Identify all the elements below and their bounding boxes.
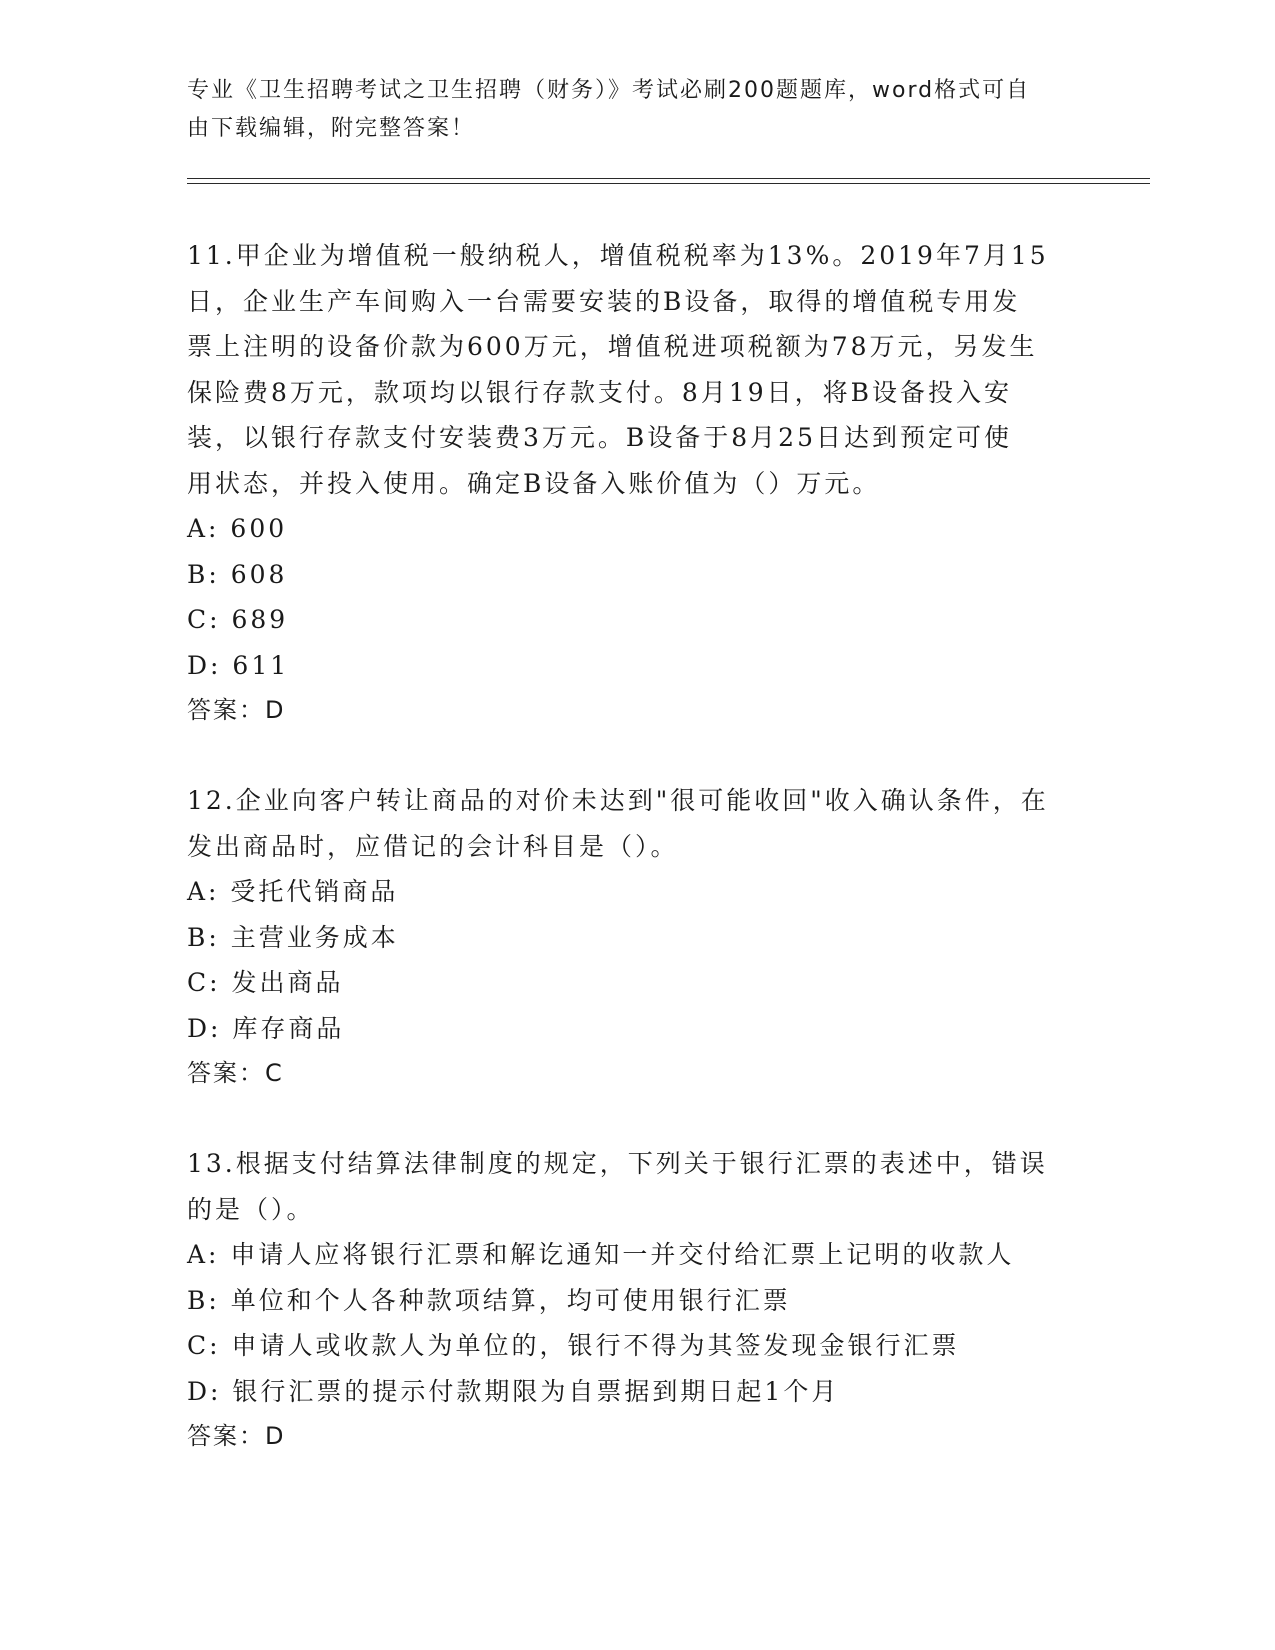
option-a: A: 申请人应将银行汇票和解讫通知一并交付给汇票上记明的收款人 bbox=[187, 1240, 1015, 1269]
stem-line: 13.根据支付结算法律制度的规定，下列关于银行汇票的表述中，错误 bbox=[187, 1149, 1048, 1178]
question-11 bbox=[187, 233, 1067, 734]
option-c: C: 发出商品 bbox=[187, 968, 344, 997]
question-stem bbox=[187, 233, 1067, 506]
question-13 bbox=[187, 1141, 1067, 1460]
option-b: B: 608 bbox=[187, 559, 288, 589]
option-a: A: 受托代销商品 bbox=[187, 877, 399, 906]
header-note bbox=[187, 72, 1067, 148]
stem-line: 保险费8万元，款项均以银行存款支付。8月19日，将B设备投入安 bbox=[187, 377, 1012, 407]
option-b: B: 主营业务成本 bbox=[187, 922, 399, 952]
option-c: C: 689 bbox=[187, 605, 289, 634]
option-d: D: 库存商品 bbox=[187, 1013, 345, 1043]
header-divider-bottom bbox=[187, 183, 1150, 184]
answer: 答案：D bbox=[187, 696, 286, 724]
header-line-2: 由下载编辑，附完整答案！ bbox=[187, 116, 476, 141]
answer: 答案：D bbox=[187, 1422, 286, 1450]
question-12 bbox=[187, 778, 1067, 1097]
answer: 答案：C bbox=[187, 1059, 284, 1087]
stem-line: 用状态，并投入使用。确定B设备入账价值为（）万元。 bbox=[187, 468, 881, 498]
stem-line: 12.企业向客户转让商品的对价未达到"很可能收回"收入确认条件，在 bbox=[187, 786, 1049, 815]
header-divider-top bbox=[187, 178, 1150, 179]
option-a: A: 600 bbox=[187, 514, 288, 543]
stem-line: 日，企业生产车间购入一台需要安装的B设备，取得的增值税专用发 bbox=[187, 286, 1021, 316]
question-stem bbox=[187, 778, 1067, 869]
option-b: B: 单位和个人各种款项结算，均可使用银行汇票 bbox=[187, 1285, 791, 1315]
header-line-1: 专业《卫生招聘考试之卫生招聘（财务）》考试必刷200题题库，word格式可自 bbox=[187, 78, 1031, 103]
stem-line: 票上注明的设备价款为600万元，增值税进项税额为78万元，另发生 bbox=[187, 332, 1038, 361]
option-c: C: 申请人或收款人为单位的，银行不得为其签发现金银行汇票 bbox=[187, 1331, 960, 1360]
stem-line: 发出商品时，应借记的会计科目是（）。 bbox=[187, 831, 679, 861]
option-d: D: 611 bbox=[187, 650, 290, 680]
stem-line: 11.甲企业为增值税一般纳税人，增值税税率为13%。2019年7月15 bbox=[187, 241, 1049, 270]
stem-line: 的是（）。 bbox=[187, 1194, 315, 1224]
option-d: D: 银行汇票的提示付款期限为自票据到期日起1个月 bbox=[187, 1376, 840, 1406]
question-stem bbox=[187, 1141, 1067, 1232]
stem-line: 装，以银行存款支付安装费3万元。B设备于8月25日达到预定可使 bbox=[187, 423, 1012, 452]
